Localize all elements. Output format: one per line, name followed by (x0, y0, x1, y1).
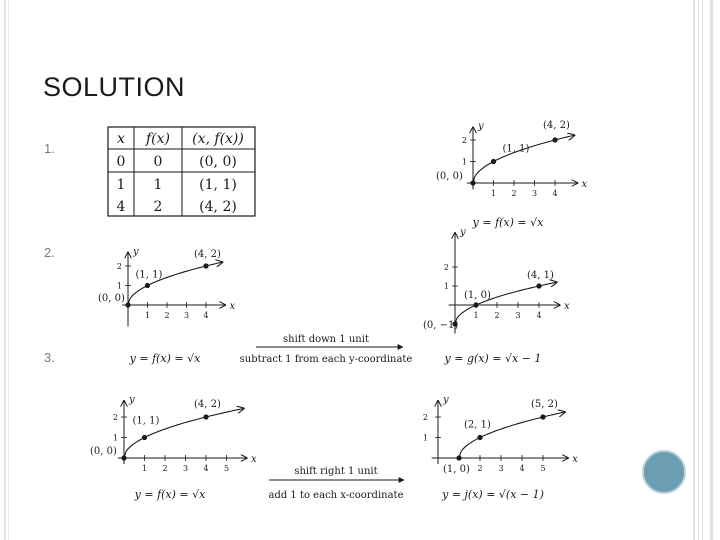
x-tick-label: 2 (477, 464, 483, 473)
y-axis-label: y (129, 394, 135, 406)
y-tick-label: 2 (443, 263, 449, 272)
y-tick-label: 1 (422, 433, 428, 443)
table-header-x: x (117, 131, 125, 147)
graph-shift-right (423, 395, 578, 475)
transform-label: subtract 1 from each y-coordinate (239, 354, 413, 365)
graph-sqrt-step3 (90, 395, 257, 473)
transform-label: shift down 1 unit (283, 334, 369, 345)
function-curve (473, 135, 575, 183)
table-cell: (4, 2) (199, 199, 237, 215)
table-cell: 0 (153, 154, 163, 170)
x-axis-label: x (564, 301, 570, 312)
x-tick-label: 2 (494, 311, 500, 320)
point-label: (0, 0) (90, 446, 117, 457)
plot-point (203, 263, 208, 268)
graph-caption: y = f(x) = √x (472, 216, 544, 229)
graph-caption: y = f(x) = √x (129, 352, 201, 365)
x-tick-label: 5 (540, 464, 546, 473)
y-axis-label: y (460, 226, 466, 238)
plot-point (540, 414, 545, 419)
table-cell: (0, 0) (199, 154, 237, 170)
y-tick-label: 1 (461, 157, 467, 167)
graph-sqrt-step1 (436, 120, 588, 198)
point-label: (1, 1) (132, 415, 160, 427)
point-label: (2, 1) (464, 419, 491, 431)
plot-point (552, 137, 557, 142)
point-label: (4, 1) (527, 270, 554, 281)
point-label: (4, 2) (194, 399, 221, 410)
y-tick-label: 2 (116, 262, 122, 271)
point-label: (4, 2) (194, 249, 221, 260)
plot-point (477, 435, 482, 440)
plot-point (491, 159, 496, 164)
plot-point (142, 435, 147, 440)
plot-point (470, 180, 475, 185)
table-cell: (1, 1) (199, 177, 237, 193)
table-header-pair: (x, f(x)) (192, 131, 244, 147)
transform-shift-down (240, 334, 413, 365)
step-number-1: 1. (44, 141, 55, 156)
x-tick-label: 3 (183, 311, 190, 320)
x-tick-label: 4 (519, 464, 525, 473)
point-label: (1, 1) (502, 143, 530, 155)
plot-point (203, 414, 208, 419)
y-tick-label: 2 (461, 136, 467, 145)
x-tick-label: 2 (164, 311, 170, 320)
x-tick-label: 3 (515, 311, 521, 320)
x-tick-label: 1 (490, 189, 497, 198)
table-cell: 4 (116, 199, 126, 215)
x-tick-label: 5 (223, 464, 230, 473)
x-tick-label: 1 (144, 311, 151, 320)
point-label: (1, 0) (464, 290, 491, 301)
x-axis-label: x (229, 301, 236, 312)
y-axis-label: y (478, 121, 484, 133)
graph-caption: y = f(x) = √x (134, 488, 206, 501)
point-label: (0, 0) (98, 293, 125, 304)
plot-point (121, 455, 126, 460)
x-tick-label: 4 (203, 464, 209, 473)
table-cell: 2 (153, 199, 163, 215)
graph-shift-down (423, 227, 570, 334)
x-tick-label: 3 (182, 464, 189, 473)
table-header-fx: f(x) (145, 131, 171, 147)
graph-sqrt-step2 (98, 246, 236, 326)
x-tick-label: 2 (511, 189, 517, 198)
point-label: (0, 0) (436, 171, 463, 182)
table-cell: 0 (116, 154, 126, 170)
plot-point (536, 283, 541, 288)
plot-point (473, 302, 478, 307)
y-tick-label: 1 (443, 282, 449, 291)
point-label: (1, 1) (135, 269, 163, 281)
x-tick-label: 3 (498, 464, 504, 473)
y-tick-label: 2 (422, 413, 428, 422)
transform-shift-right (268, 466, 404, 501)
point-label: (5, 2) (531, 399, 558, 410)
step-number-2: 2. (44, 245, 55, 260)
y-axis-label: y (133, 246, 139, 258)
table-cell: 1 (116, 177, 126, 193)
values-table (108, 127, 255, 216)
plot-point (125, 302, 130, 307)
step-number-3: 3. (44, 350, 55, 365)
y-tick-label: 1 (112, 433, 118, 443)
x-tick-label: 1 (473, 311, 479, 320)
point-label: (4, 2) (543, 120, 570, 131)
point-label: (0, −1) (423, 320, 459, 331)
plot-point (145, 283, 150, 288)
x-tick-label: 4 (203, 311, 209, 320)
decorative-circle (642, 450, 686, 494)
x-axis-label: x (581, 179, 588, 190)
x-tick-label: 4 (552, 189, 558, 198)
x-tick-label: 3 (531, 189, 538, 198)
function-curve (455, 282, 557, 324)
slide-title: SOLUTION (43, 72, 186, 102)
x-axis-label: x (572, 454, 578, 465)
x-tick-label: 4 (536, 311, 542, 320)
x-axis-label: x (251, 454, 257, 465)
x-tick-label: 2 (162, 464, 168, 473)
y-tick-label: 1 (116, 281, 122, 291)
graph-caption: y = g(x) = √x − 1 (444, 352, 542, 365)
transform-label: shift right 1 unit (294, 466, 378, 477)
table-cell: 1 (153, 177, 163, 193)
y-tick-label: 2 (112, 413, 118, 422)
x-tick-label: 1 (141, 464, 148, 473)
graph-caption: y = j(x) = √(x − 1) (442, 488, 544, 501)
y-axis-label: y (443, 394, 449, 406)
transform-label: add 1 to each x-coordinate (268, 490, 404, 501)
plot-point (456, 455, 461, 460)
point-label: (1, 0) (443, 464, 470, 475)
